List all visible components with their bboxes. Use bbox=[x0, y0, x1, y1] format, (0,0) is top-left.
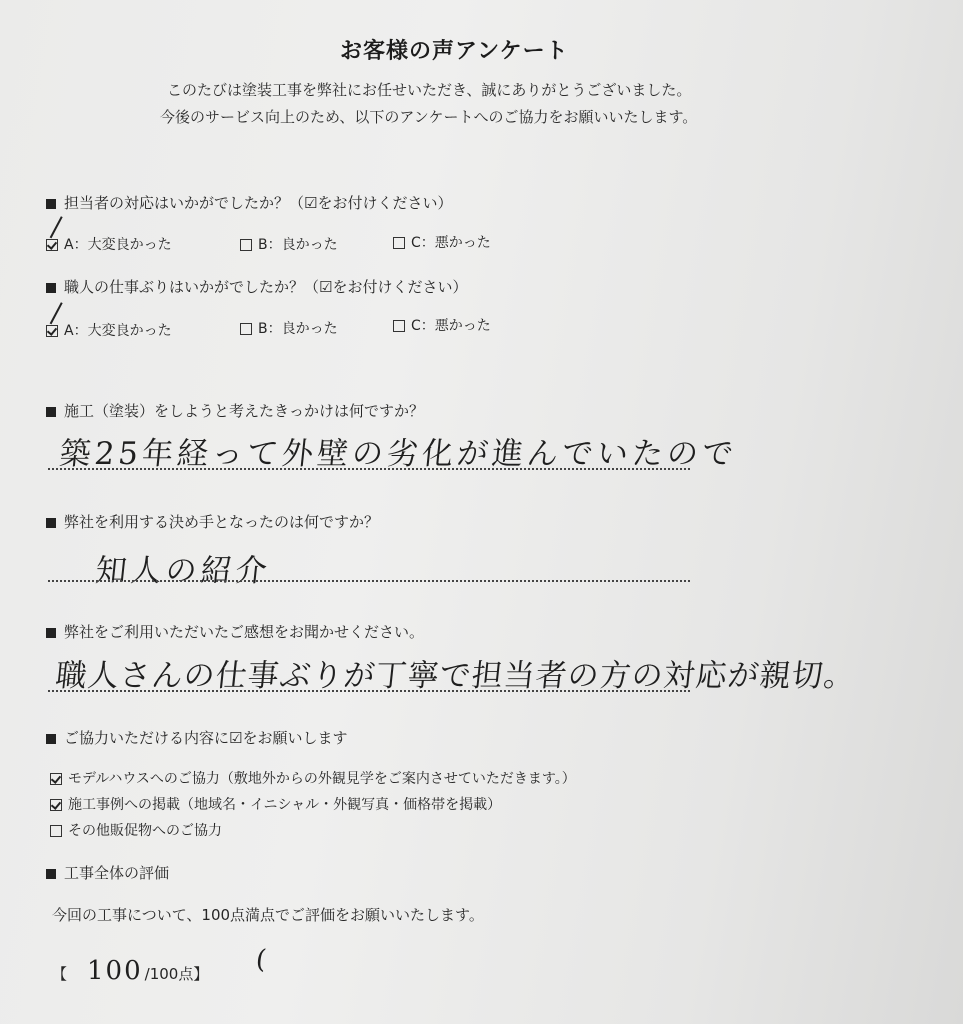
checkbox-icon[interactable] bbox=[50, 825, 62, 837]
q2-option-b[interactable]: B：良かった bbox=[240, 318, 338, 338]
q5-handwritten-answer: 職人さんの仕事ぶりが丁寧で担当者の方の対応が親切。 bbox=[53, 658, 858, 694]
q5-question: 弊社をご利用いただいたご感想をお聞かせください。 bbox=[46, 621, 424, 642]
q7-heading: 工事全体の評価 bbox=[46, 862, 169, 883]
q2-option-c[interactable]: C：悪かった bbox=[393, 315, 491, 335]
checkbox-checked-icon[interactable] bbox=[46, 325, 58, 337]
page-title: お客様の声アンケート bbox=[340, 39, 569, 64]
q5-answer-line bbox=[48, 690, 690, 692]
stray-pen-mark: ( bbox=[254, 945, 272, 975]
handwritten-score: 100 bbox=[87, 956, 143, 986]
q3-question: 施工（塗装）をしようと考えたきっかけは何ですか？ bbox=[46, 400, 424, 421]
q4-question: 弊社を利用する決め手となったのは何ですか？ bbox=[46, 511, 379, 532]
intro-line-2: 今後のサービス向上のため、以下のアンケートへのご協力をお願いいたします。 bbox=[160, 108, 698, 126]
q1-question: 担当者の対応はいかがでしたか？（☑をお付けください） bbox=[46, 192, 452, 213]
checkbox-checked-icon[interactable] bbox=[46, 239, 58, 251]
checkbox-checked-icon[interactable] bbox=[50, 799, 62, 811]
q3-handwritten-answer: 築25年経って外壁の劣化が進んでいたので bbox=[57, 436, 739, 472]
checkbox-icon[interactable] bbox=[240, 323, 252, 335]
intro-line-1: このたびは塗装工事を弊社にお任せいただき、誠にありがとうございました。 bbox=[167, 81, 692, 99]
q4-answer-line bbox=[48, 580, 690, 582]
checkbox-icon[interactable] bbox=[240, 239, 252, 251]
bullet-square-icon bbox=[46, 734, 56, 744]
q6-item-promo[interactable]: その他販促物へのご協力 bbox=[50, 820, 222, 840]
q3-answer-line bbox=[48, 468, 690, 470]
checkbox-checked-icon[interactable] bbox=[50, 773, 62, 785]
q6-question: ご協力いただける内容に☑をお願いします bbox=[46, 727, 347, 748]
checkbox-icon[interactable] bbox=[393, 320, 405, 332]
bullet-square-icon bbox=[46, 283, 56, 293]
q2-question: 職人の仕事ぶりはいかがでしたか？（☑をお付けください） bbox=[46, 276, 467, 297]
checkbox-icon[interactable] bbox=[393, 237, 405, 249]
q4-handwritten-answer: 知人の紹介 bbox=[93, 553, 273, 589]
bullet-square-icon bbox=[46, 628, 56, 638]
q1-option-c[interactable]: C：悪かった bbox=[393, 232, 491, 252]
q7-instruction: 今回の工事について、100点満点でご評価をお願いいたします。 bbox=[52, 906, 484, 924]
bullet-square-icon bbox=[46, 869, 56, 879]
q1-option-a[interactable]: A：大変良かった bbox=[46, 234, 172, 254]
q2-option-a[interactable]: A：大変良かった bbox=[46, 320, 172, 340]
q6-item-case-study[interactable]: 施工事例への掲載（地域名・イニシャル・外観写真・価格帯を掲載） bbox=[50, 794, 501, 814]
q6-item-model-house[interactable]: モデルハウスへのご協力（敷地外からの外観見学をご案内させていただきます。） bbox=[50, 768, 576, 788]
score-field[interactable]: 【 100 /100点】 bbox=[52, 956, 209, 986]
bullet-square-icon bbox=[46, 199, 56, 209]
q1-option-b[interactable]: B：良かった bbox=[240, 234, 338, 254]
bullet-square-icon bbox=[46, 407, 56, 417]
bullet-square-icon bbox=[46, 518, 56, 528]
